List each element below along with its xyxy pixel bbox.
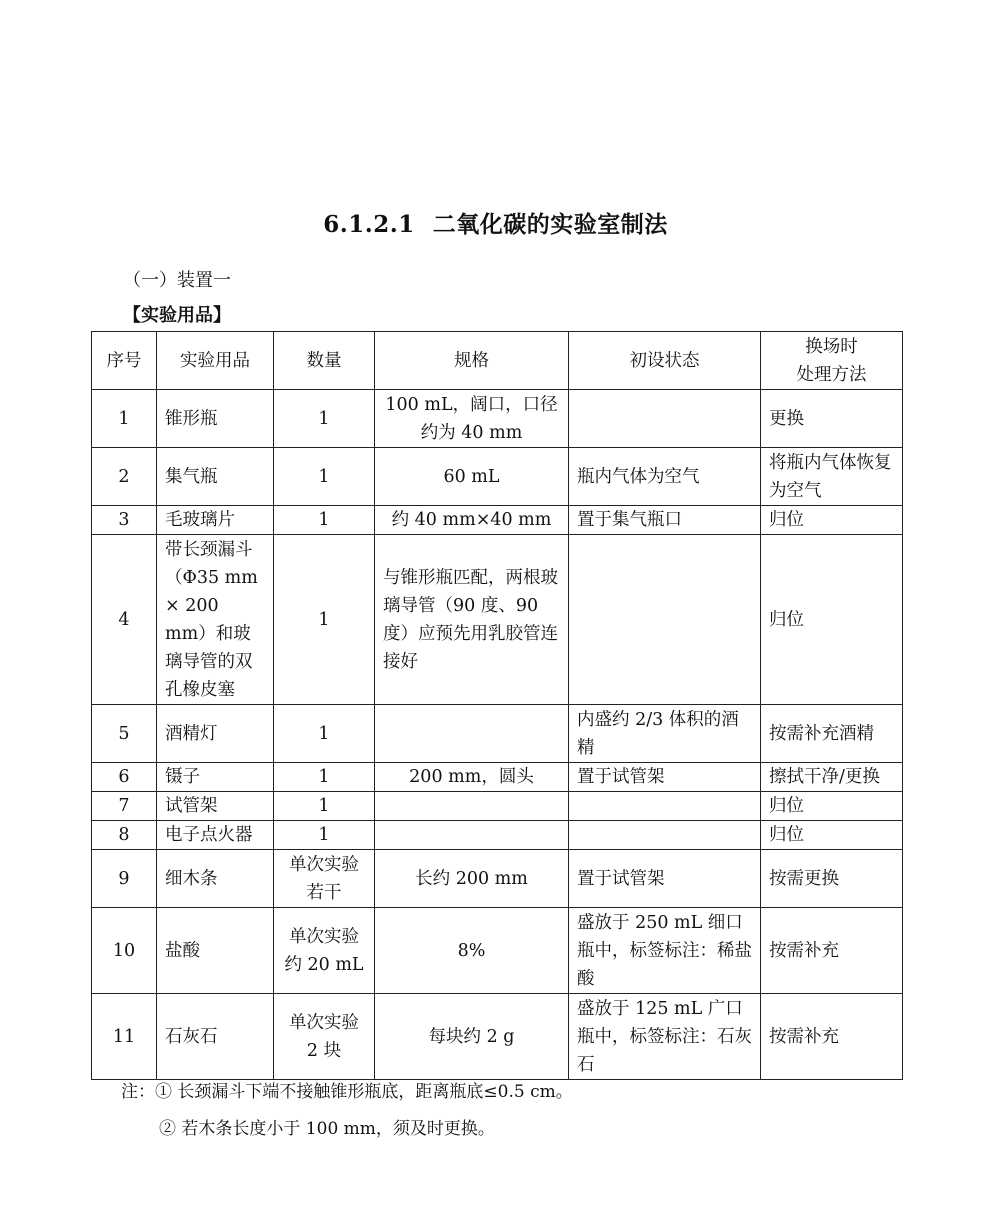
row-index: 4	[92, 535, 157, 705]
row-spec	[375, 792, 569, 821]
row-changeover: 按需补充酒精	[761, 705, 903, 763]
equipment-table	[91, 331, 903, 1080]
table-row	[92, 994, 903, 1080]
row-quantity: 1	[274, 792, 375, 821]
row-quantity: 1	[274, 448, 375, 506]
row-index: 11	[92, 994, 157, 1080]
table-row	[92, 390, 903, 448]
row-quantity: 1	[274, 821, 375, 850]
row-changeover: 归位	[761, 821, 903, 850]
row-changeover: 将瓶内气体恢复为空气	[761, 448, 903, 506]
row-changeover: 归位	[761, 506, 903, 535]
subheading: （一）装置一	[123, 270, 231, 291]
row-item: 试管架	[157, 792, 274, 821]
row-item: 电子点火器	[157, 821, 274, 850]
row-item: 带长颈漏斗（Φ35 mm × 200 mm）和玻璃导管的双孔橡皮塞	[157, 535, 274, 705]
row-item: 酒精灯	[157, 705, 274, 763]
row-index: 10	[92, 908, 157, 994]
row-index: 6	[92, 763, 157, 792]
row-spec: 200 mm，圆头	[375, 763, 569, 792]
row-quantity: 1	[274, 506, 375, 535]
row-index: 8	[92, 821, 157, 850]
row-initial-state: 置于试管架	[569, 763, 761, 792]
table-row	[92, 763, 903, 792]
row-initial-state	[569, 390, 761, 448]
row-spec: 100 mL，阔口，口径约为 40 mm	[375, 390, 569, 448]
row-initial-state: 置于试管架	[569, 850, 761, 908]
row-item: 毛玻璃片	[157, 506, 274, 535]
section-title-text: 二氧化碳的实验室制法	[432, 211, 668, 238]
row-changeover: 按需更换	[761, 850, 903, 908]
row-item: 细木条	[157, 850, 274, 908]
row-quantity: 1	[274, 705, 375, 763]
row-index: 9	[92, 850, 157, 908]
section-label: 【实验用品】	[123, 305, 231, 326]
row-changeover: 擦拭干净/更换	[761, 763, 903, 792]
page-title	[0, 206, 991, 239]
row-spec: 每块约 2 g	[375, 994, 569, 1080]
row-initial-state: 盛放于 250 mL 细口瓶中，标签标注：稀盐酸	[569, 908, 761, 994]
row-initial-state: 内盛约 2/3 体积的酒精	[569, 705, 761, 763]
row-initial-state: 盛放于 125 mL 广口瓶中，标签标注：石灰石	[569, 994, 761, 1080]
table-row	[92, 705, 903, 763]
row-spec: 约 40 mm×40 mm	[375, 506, 569, 535]
row-spec: 与锥形瓶匹配，两根玻璃导管（90 度、90 度）应预先用乳胶管连接好	[375, 535, 569, 705]
row-item: 镊子	[157, 763, 274, 792]
row-changeover: 归位	[761, 792, 903, 821]
row-quantity: 单次实验约 20 mL	[274, 908, 375, 994]
row-initial-state	[569, 821, 761, 850]
row-spec: 8%	[375, 908, 569, 994]
row-spec	[375, 821, 569, 850]
section-number: 6.1.2.1	[323, 211, 415, 238]
row-index: 7	[92, 792, 157, 821]
row-item: 锥形瓶	[157, 390, 274, 448]
row-index: 5	[92, 705, 157, 763]
header-index: 序号	[92, 332, 157, 390]
row-changeover: 按需补充	[761, 994, 903, 1080]
table-row	[92, 850, 903, 908]
note-1: 注：① 长颈漏斗下端不接触锥形瓶底，距离瓶底≤0.5 cm。	[121, 1082, 573, 1102]
row-quantity: 1	[274, 763, 375, 792]
header-initial-state: 初设状态	[569, 332, 761, 390]
row-index: 2	[92, 448, 157, 506]
row-index: 3	[92, 506, 157, 535]
row-initial-state	[569, 535, 761, 705]
header-spec: 规格	[375, 332, 569, 390]
note-2: ② 若木条长度小于 100 mm，须及时更换。	[159, 1119, 495, 1139]
row-item: 石灰石	[157, 994, 274, 1080]
row-initial-state: 瓶内气体为空气	[569, 448, 761, 506]
table-row	[92, 792, 903, 821]
row-index: 1	[92, 390, 157, 448]
header-changeover: 换场时 处理方法	[761, 332, 903, 390]
row-quantity: 单次实验 2 块	[274, 994, 375, 1080]
row-spec	[375, 705, 569, 763]
header-item: 实验用品	[157, 332, 274, 390]
table-row	[92, 448, 903, 506]
row-changeover: 归位	[761, 535, 903, 705]
row-quantity: 1	[274, 390, 375, 448]
table-row	[92, 506, 903, 535]
header-quantity: 数量	[274, 332, 375, 390]
row-quantity: 1	[274, 535, 375, 705]
row-initial-state	[569, 792, 761, 821]
table-row	[92, 908, 903, 994]
row-spec: 60 mL	[375, 448, 569, 506]
row-changeover: 更换	[761, 390, 903, 448]
row-changeover: 按需补充	[761, 908, 903, 994]
table-row	[92, 821, 903, 850]
row-item: 集气瓶	[157, 448, 274, 506]
row-quantity: 单次实验若干	[274, 850, 375, 908]
row-item: 盐酸	[157, 908, 274, 994]
row-spec: 长约 200 mm	[375, 850, 569, 908]
row-initial-state: 置于集气瓶口	[569, 506, 761, 535]
table-header-row	[92, 332, 903, 390]
table-row	[92, 535, 903, 705]
